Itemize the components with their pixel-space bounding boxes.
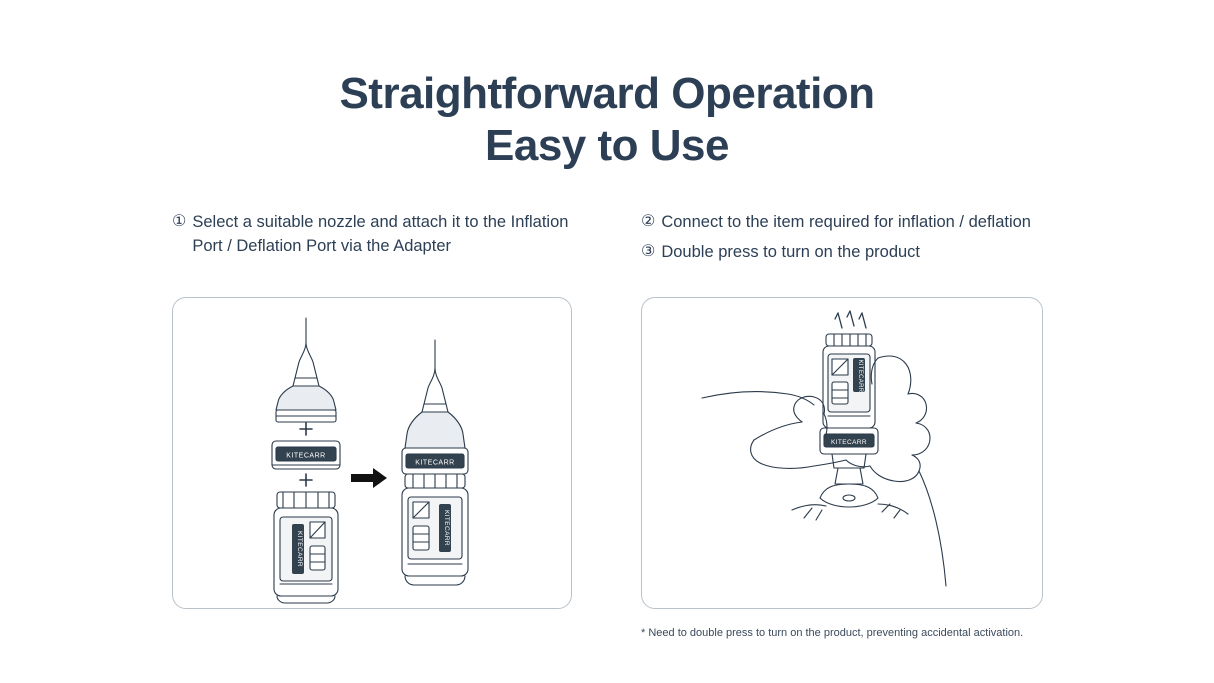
list-item xyxy=(641,210,1043,234)
svg-text:KITECARR: KITECARR xyxy=(857,359,863,393)
right-column xyxy=(641,210,1043,270)
list-item xyxy=(172,210,572,258)
list-item xyxy=(641,240,1043,264)
footnote-text: * Need to double press to turn on the product, preventing accidental activation. xyxy=(641,627,1024,639)
hand-pressing-illustration xyxy=(642,298,1042,608)
right-step-list xyxy=(641,210,1043,264)
hand-pressing-panel xyxy=(641,297,1043,609)
step-text-1: Select a suitable nozzle and attach it to the Inflation Port / Deflation Port via the Adapter xyxy=(192,213,569,255)
svg-text:KITECARR: KITECARR xyxy=(286,452,326,460)
press-marks-icon xyxy=(835,311,866,328)
step-number-1: ① xyxy=(172,213,187,230)
svg-text:KITECARR: KITECARR xyxy=(443,509,450,547)
page-title-line-2: Easy to Use xyxy=(485,121,729,170)
step-text-3: Double press to turn on the product xyxy=(661,243,921,261)
exploded-assembly-illustration xyxy=(173,298,571,608)
plus-symbol xyxy=(300,474,312,486)
left-step-list xyxy=(172,210,572,258)
svg-text:KITECARR: KITECARR xyxy=(296,530,303,568)
exploded-assembly-panel xyxy=(172,297,572,609)
step-number-2: ② xyxy=(641,213,656,230)
page-title-line-1: Straightforward Operation xyxy=(339,69,875,118)
plus-symbol xyxy=(300,423,312,435)
step-text-2: Connect to the item required for inflation / deflation xyxy=(661,213,1031,231)
step-number-3: ③ xyxy=(641,243,656,260)
svg-text:KITECARR: KITECARR xyxy=(415,459,455,467)
left-column xyxy=(172,210,572,264)
assembly-arrow xyxy=(351,468,387,488)
page-title xyxy=(0,68,1214,172)
svg-text:KITECARR: KITECARR xyxy=(830,438,868,446)
